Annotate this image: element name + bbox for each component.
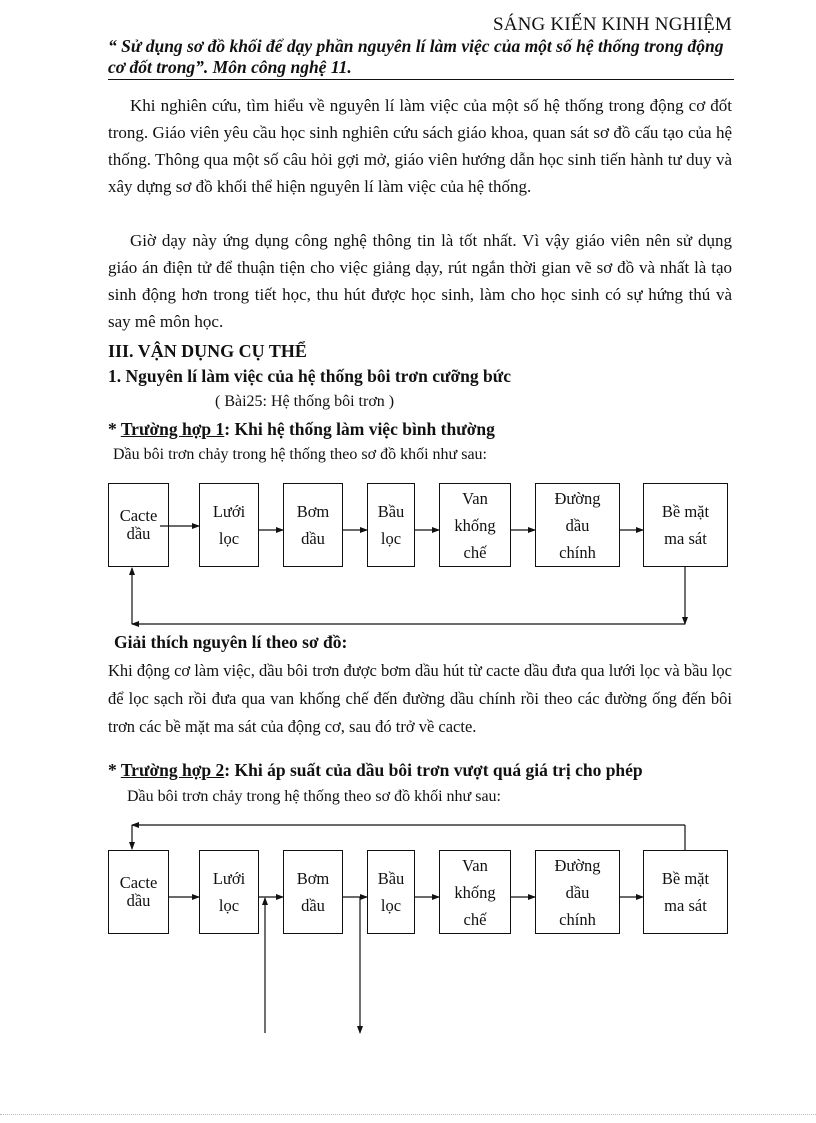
- case2-heading-text: : Khi áp suất của dầu bôi trơn vượt quá giá trị cho phép: [224, 760, 643, 780]
- explanation-text: Khi động cơ làm việc, dầu bôi trơn được bơm dầu hút từ cacte dầu đưa qua lưới lọc và bầu lọc để lọc sạch rồi đưa qua van khống chế đến đường dầu chính rồi theo các đường ống đến bôi trơn các bề mặt ma sát của động cơ, sau đó trở về cacte.: [108, 661, 732, 736]
- case1-heading-text: : Khi hệ thống làm việc bình thường: [224, 419, 495, 439]
- diagram2-box-cacte-label: Cacte dầu: [119, 873, 158, 910]
- case1-star: *: [108, 419, 121, 439]
- document-title: “ Sử dụng sơ đồ khối để dạy phần nguyên lí làm việc của một số hệ thống trong động cơ đốt trong”. Môn công nghệ 11.: [108, 36, 734, 80]
- diagram2-box-bom-dau-label: Bơm dầu: [296, 869, 330, 915]
- explanation-title: Giải thích nguyên lí theo sơ đồ:: [114, 632, 348, 652]
- diagram2-box-duong-dau-label: Đường dầu chính: [554, 855, 601, 929]
- case1-lead: Dầu bôi trơn chảy trong hệ thống theo sơ đồ khối như sau:: [113, 446, 487, 463]
- diagram1-box-luoi-loc-label: Lưới lọc: [212, 502, 246, 548]
- diagram1-box-van-label: Van khống chế: [454, 488, 496, 562]
- section-subtitle: 1. Nguyên lí làm việc của hệ thống bôi trơn cưỡng bức: [108, 366, 512, 386]
- diagram1-box-duong-dau-label: Đường dầu chính: [554, 488, 601, 562]
- page-footer-line: [0, 1114, 816, 1115]
- diagram2-box-bau-loc-label: Bầu lọc: [377, 869, 405, 915]
- diagram1-box-cacte-label: Cacte dầu: [119, 506, 158, 543]
- section-title: III. VẬN DỤNG CỤ THỂ: [108, 341, 307, 361]
- header-label: SÁNG KIẾN KINH NGHIỆM: [492, 14, 732, 35]
- case2-lead: Dầu bôi trơn chảy trong hệ thống theo sơ đồ khối như sau:: [127, 788, 501, 805]
- case2-label: Trường hợp 2: [120, 760, 225, 780]
- diagram1-box-bau-loc-label: Bầu lọc: [377, 502, 405, 548]
- intro-paragraph-2: Giờ dạy này ứng dụng công nghệ thông tin là tốt nhất. Vì vậy giáo viên nên sử dụng giáo án điện tử để thuận tiện cho việc giảng dạy, rút ngắn thời gian vẽ sơ đồ và nhất là tạo sinh động hơn trong tiết học, thu hút được học sinh, làm cho học sinh có sự hứng thú và say mê môn học.: [108, 231, 732, 331]
- diagram1-box-bom-dau-label: Bơm dầu: [296, 502, 330, 548]
- diagram2-box-be-mat-label: Bề mặt ma sát: [661, 869, 710, 915]
- intro-paragraph-1: Khi nghiên cứu, tìm hiểu về nguyên lí làm việc của một số hệ thống trong động cơ đốt trong. Giáo viên yêu cầu học sinh nghiên cứu sách giáo khoa, quan sát sơ đồ cấu tạo của hệ thống. Thông qua một số câu hỏi gợi mở, giáo viên hướng dẫn học sinh tiến hành tư duy và xây dựng sơ đồ khối thể hiện nguyên lí làm việc của hệ thống.: [108, 96, 732, 196]
- lesson-reference: ( Bài25: Hệ thống bôi trơn ): [215, 393, 395, 410]
- case1-label: Trường hợp 1: [120, 419, 225, 439]
- diagram1-box-be-mat-label: Bề mặt ma sát: [661, 502, 710, 548]
- case2-star: *: [108, 760, 121, 780]
- diagram2-box-van-label: Van khống chế: [454, 855, 496, 929]
- diagram2-box-luoi-loc-label: Lưới lọc: [212, 869, 246, 915]
